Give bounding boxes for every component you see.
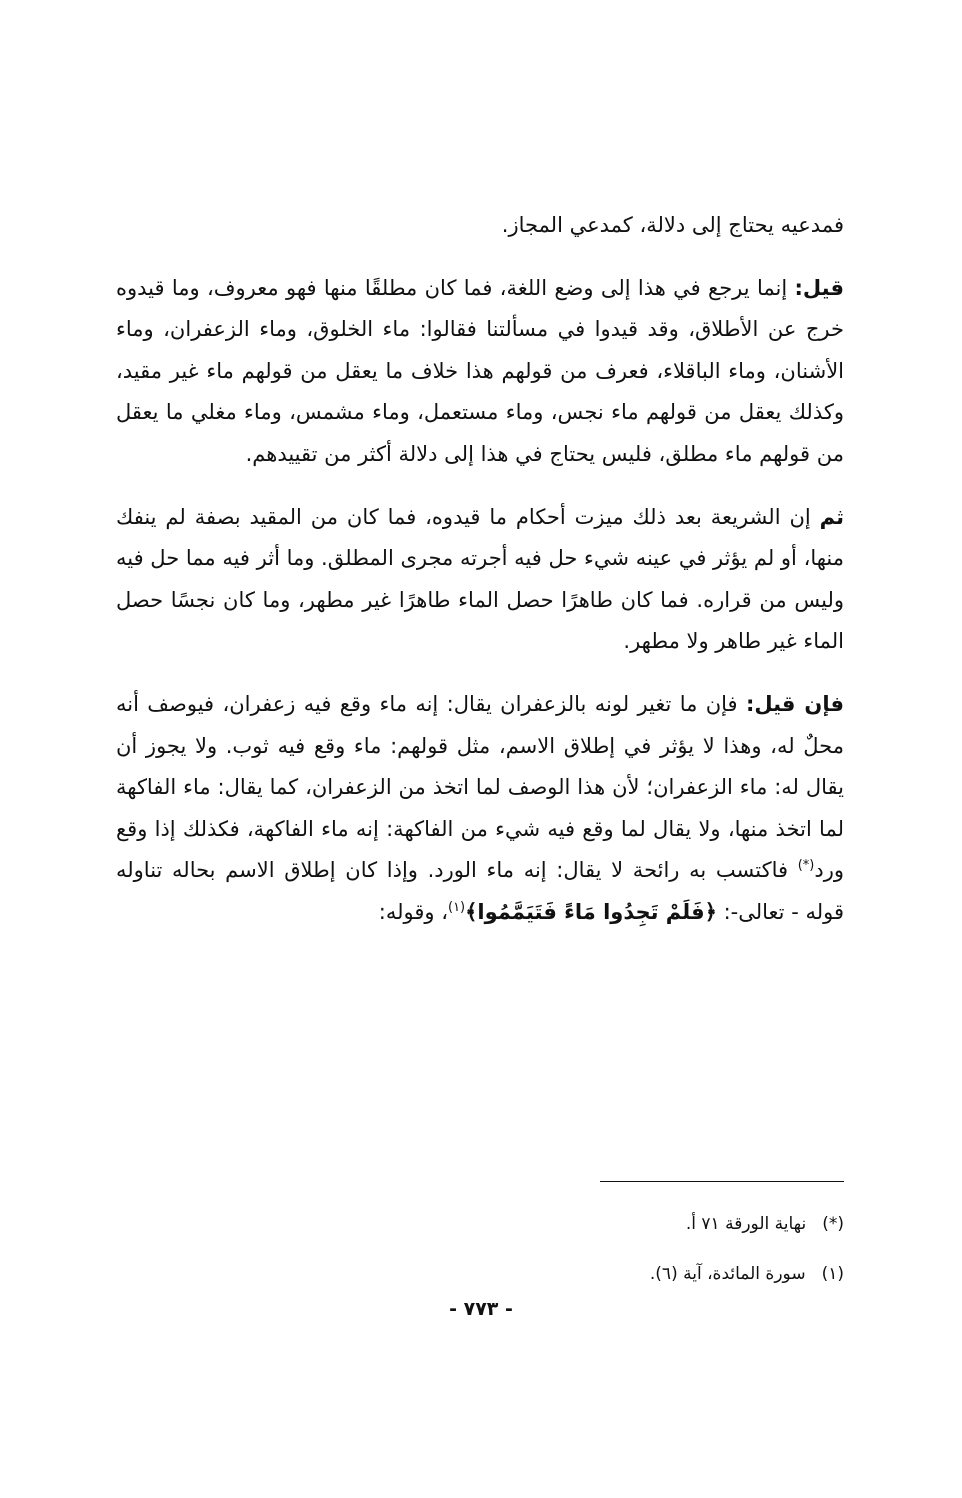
footnote-divider (600, 1181, 844, 1182)
text-line: إن الشريعة بعد ذلك ميزت أحكام ما قيدوه، فما كان من (310, 504, 811, 529)
main-text (116, 205, 844, 934)
text-line: الاسم بحاله تناوله قوله - تعالى-: (116, 858, 844, 924)
footnote-text: نهاية الورقة ٧١ أ. (685, 1214, 807, 1234)
text-line: مجرى المطلق. وما أثر فيه مما حل فيه وليس من قراره. فما كان (116, 546, 844, 612)
footnote-item (116, 1263, 844, 1285)
text-line: قولهم: ماء وقع فيه ثوب. ولا يجوز أن يقال له: ماء الزعفران؛ لأن هذا (116, 733, 844, 800)
footnote-ref-1[interactable]: (١) (447, 899, 466, 915)
text-line: ولا يقال لما وقع فيه شيء من الفاكهة: إنه ماء الفاكهة، فكذلك إذا وقع (116, 816, 721, 841)
paragraph-lead: ثم (819, 504, 844, 529)
text-line: ، وقوله: (378, 899, 448, 924)
text-line: قولهم ماء نجس، وماء مستعمل، وماء مشمس، وماء مغلي ما يعقل من (116, 400, 844, 466)
text-line: معروف، وما قيدوه خرج عن الأطلاق، وقد قيدوا في مسألتنا فقالوا: (116, 275, 844, 342)
text-line: طاهرًا حصل الماء طاهرًا غير مطهر، وما كان نجسًا حصل الماء غير (116, 587, 844, 654)
paragraph-lead: فإن قيل: (745, 691, 844, 716)
text-line: المقيد بصفة لم ينفك منها، أو لم يؤثر في عينه شيء حل فيه أجرته (116, 504, 845, 571)
text-line: زعفران، فيوصف أنه محلٌ له، وهذا لا يؤثر في إطلاق الاسم، مثل (116, 691, 844, 758)
paragraph-3 (116, 497, 844, 663)
text-line: الوصف لما اتخذ من الزعفران، كما يقال: ماء الفاكهة لما اتخذ منها، (116, 775, 844, 841)
paragraph-lead: قيل: (794, 275, 844, 300)
text-line: فاكتسب به رائحة لا يقال: إنه ماء الورد. وإذا كان إطلاق (284, 858, 789, 883)
quran-quote: ﴿فَلَمْ تَجِدُوا مَاءً فَتَيَمَّمُوا﴾ (465, 899, 717, 924)
text-line: ورد (814, 858, 844, 883)
paragraph-4 (116, 684, 844, 934)
paragraph-1 (116, 205, 844, 247)
text-line: فمدعيه يحتاج إلى دلالة، كمدعي المجاز. (501, 213, 844, 237)
text-line: فإن ما تغير لونه بالزعفران يقال: إنه ماء وقع فيه (303, 691, 738, 716)
footnote-item (116, 1213, 844, 1235)
text-line: قولهم هذا خلاف ما يعقل من قولهم ماء غير مقيد، وكذلك يعقل من (116, 358, 844, 425)
page-number: - ٧٧٣ - (449, 1298, 513, 1320)
text-line: قولهم ماء مطلق، فليس يحتاج في هذا إلى دلالة أكثر من تقييدهم. (245, 441, 811, 466)
footnote-marker: (١) (821, 1264, 844, 1284)
text-line: إنما يرجع في هذا إلى وضع اللغة، فما كان مطلقًا منها فهو (285, 275, 788, 300)
footnote-marker: (*) (822, 1214, 844, 1234)
text-line: ماء الخلوق، وماء الزعفران، وماء الأشنان، وماء الباقلاء، فعرف من (116, 317, 844, 383)
footnote-ref-folio[interactable]: (*) (797, 858, 815, 874)
paragraph-2 (116, 268, 844, 476)
text-line: طاهر ولا مطهر. (623, 629, 762, 654)
footnote-text: سورة المائدة، آية (٦). (649, 1264, 806, 1284)
